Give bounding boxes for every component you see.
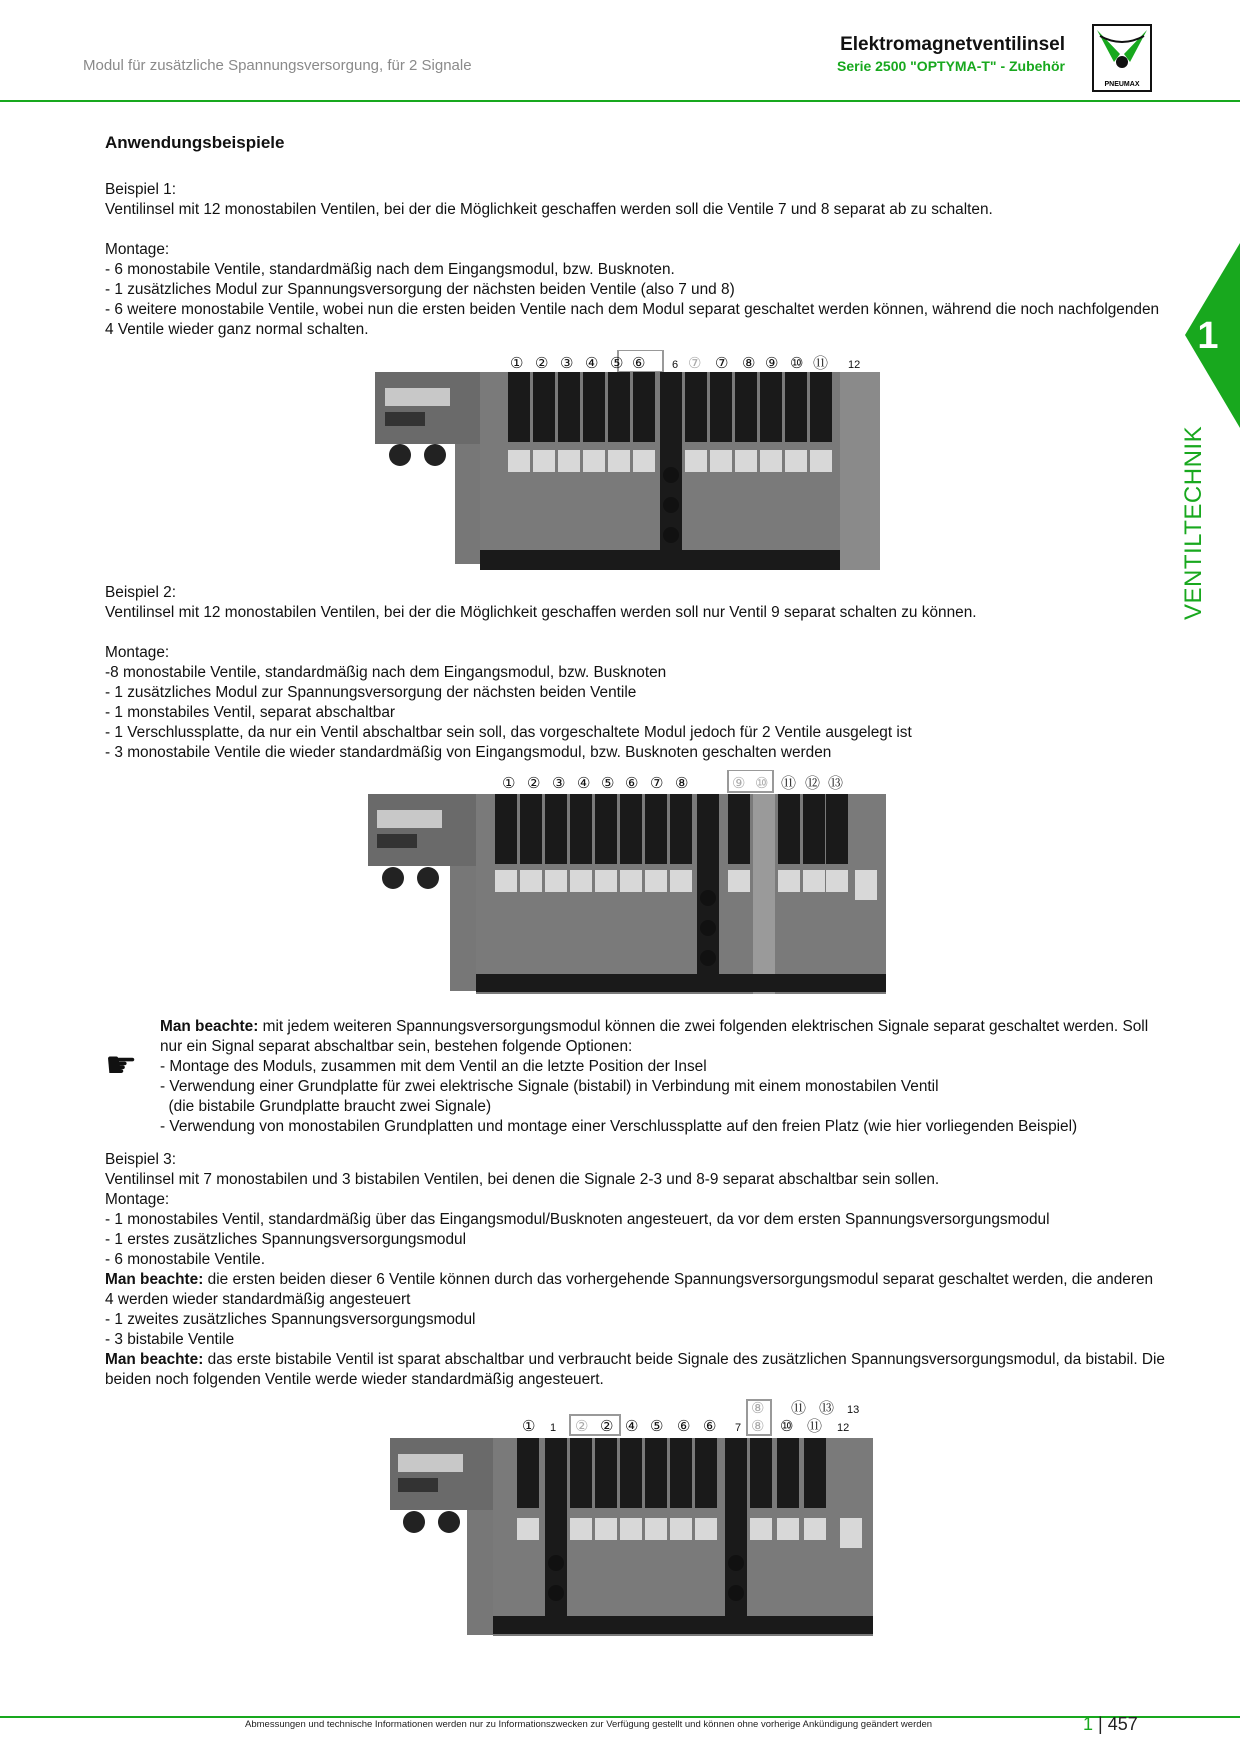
list-item: - 6 weitere monostabile Ventile, wobei nun die ersten beiden Ventile nach dem Modul separat geschaltet werden können, während die noch nachfolgenden 4 Ventile wieder ganz normal schalten.	[105, 301, 1160, 338]
example-2-montage: Montage:	[105, 644, 170, 661]
figure-label: 7	[735, 1422, 742, 1434]
note-text: die ersten beiden dieser 6 Ventile können durch das vorhergehende Spannungsversorgungsmodul separat geschaltet werden, die anderen 4 werden wieder standardmäßig angesteuert	[105, 1271, 1154, 1308]
page-subtitle: Modul für zusätzliche Spannungsversorgung, für 2 Signale	[83, 57, 472, 74]
list-item: - 1 monostabiles Ventil, standardmäßig über das Eingangsmodul/Busknoten angesteuert, da vor dem ersten Spannungsversorgungsmodul	[105, 1211, 1050, 1228]
figure-label: 12	[837, 1422, 850, 1434]
figure-label: ⑦	[688, 355, 702, 372]
pointing-hand-icon: ☛	[105, 1044, 138, 1085]
figure-label: ⑤	[650, 1418, 664, 1435]
list-item: -8 monostabile Ventile, standardmäßig nach dem Eingangsmodul, bzw. Busknoten	[105, 664, 667, 681]
list-item: - 1 zusätzliches Modul zur Spannungsversorgung der nächsten beiden Ventile	[105, 684, 637, 701]
list-item: - 1 zusätzliches Modul zur Spannungsversorgung der nächsten beiden Ventile (also 7 und 8)	[105, 281, 735, 298]
figure-label: ④	[585, 355, 599, 372]
list-item: - 1 Verschlussplatte, da nur ein Ventil abschaltbar sein soll, das vorgeschaltete Modul jedoch für 2 Ventile ausgelegt ist	[105, 724, 912, 741]
figure-label: ①	[502, 775, 516, 792]
section-heading: Anwendungsbeispiele	[105, 133, 285, 152]
chapter-number: 1	[1197, 315, 1219, 357]
figure-label: 6	[672, 359, 679, 371]
note-label: Man beachte:	[105, 1271, 204, 1288]
list-item: - 1 monstabiles Ventil, separat abschaltbar	[105, 704, 396, 721]
figure-label: ⑧	[675, 775, 689, 792]
figure-label: ④	[577, 775, 591, 792]
note-block	[160, 1017, 1160, 1137]
figure-label: ⑪	[807, 1418, 823, 1435]
figure-label: ⑥	[632, 355, 646, 372]
note-label: Man beachte:	[160, 1018, 259, 1035]
figure-label: ②	[535, 355, 549, 372]
figure-label: ①	[510, 355, 524, 372]
figure-label: ⑧	[742, 355, 756, 372]
list-item: - 3 monostabile Ventile die wieder standardmäßig von Eingangsmodul, bzw. Busknoten geschalten werden	[105, 744, 832, 761]
list-item: (die bistabile Grundplatte braucht zwei Signale)	[160, 1098, 492, 1115]
list-item: - Montage des Moduls, zusammen mit dem Ventil an die letzte Position der Insel	[160, 1058, 707, 1075]
figure-valve-island-3	[385, 1398, 885, 1638]
example-3-text	[105, 1150, 1165, 1390]
list-item: - 6 monostabile Ventile.	[105, 1251, 265, 1268]
example-2-text	[105, 583, 1165, 763]
figure-label: ⑨	[732, 775, 746, 792]
figure-label: ⑬	[828, 775, 844, 792]
example-2-title: Beispiel 2:	[105, 584, 177, 601]
footer-divider	[0, 1716, 1240, 1718]
example-1-montage: Montage:	[105, 241, 170, 258]
chapter-label: VENTILTECHNIK	[1180, 425, 1207, 620]
note-text: das erste bistabile Ventil ist sparat abschaltbar und verbraucht beide Signale des zusätzlichen Spannungsversorgungsmodul, da bistabil. Die beiden noch folgenden Ventile werde wieder standardmäßig angesteuert.	[105, 1351, 1165, 1388]
figure-label: ⑦	[650, 775, 664, 792]
figure-valve-island-2	[365, 770, 895, 995]
pneumax-logo	[1092, 24, 1152, 92]
figure-label: ⑬	[819, 1400, 835, 1417]
figure-label: ⑧	[751, 1418, 765, 1435]
figure-label: ③	[560, 355, 574, 372]
note-label: Man beachte:	[105, 1351, 204, 1368]
example-1-desc: Ventilinsel mit 12 monostabilen Ventilen, bei der die Möglichkeit geschaffen werden soll die Ventile 7 und 8 separat ab zu schalten.	[105, 201, 993, 218]
header-divider	[0, 100, 1240, 102]
figure-label: ⑩	[755, 775, 769, 792]
list-item: - 1 zweites zusätzliches Spannungsversorgungsmodul	[105, 1311, 476, 1328]
figure-label: ⑨	[765, 355, 779, 372]
figure-label: ⑥	[703, 1418, 717, 1435]
figure-label: ⑥	[625, 775, 639, 792]
example-3-title: Beispiel 3:	[105, 1151, 177, 1168]
figure-label: 12	[848, 359, 861, 371]
figure-label: ⑪	[791, 1400, 807, 1417]
example-3-desc: Ventilinsel mit 7 monostabilen und 3 bistabilen Ventilen, bei denen die Signale 2-3 und 8-9 separat abschaltbar sein sollen.	[105, 1171, 940, 1188]
figure-label: ⑪	[781, 775, 797, 792]
list-item: - 6 monostabile Ventile, standardmäßig nach dem Eingangsmodul, bzw. Busknoten.	[105, 261, 675, 278]
figure-label: ⑧	[751, 1400, 765, 1417]
figure-label: ②	[527, 775, 541, 792]
example-3-montage: Montage:	[105, 1191, 170, 1208]
figure-label: ⑦	[715, 355, 729, 372]
footer-separator: |	[1098, 1714, 1103, 1734]
figure-label: ⑩	[790, 355, 804, 372]
figure-label: ⑫	[805, 775, 821, 792]
list-item: - 1 erstes zusätzliches Spannungsversorgungsmodul	[105, 1231, 467, 1248]
page-number	[1083, 1714, 1138, 1735]
catalog-series: Serie 2500 "OPTYMA-T" - Zubehör	[837, 58, 1065, 74]
list-item: - Verwendung einer Grundplatte für zwei elektrische Signale (bistabil) in Verbindung mit einem monostabilen Ventil	[160, 1078, 939, 1095]
figure-label: ⑤	[610, 355, 624, 372]
note-text: mit jedem weiteren Spannungsversorgungsmodul können die zwei folgenden elektrischen Signale separat geschaltet werden. Soll nur ein Signal separat abschaltbar sein, bestehen folgende Optionen:	[160, 1018, 1149, 1055]
figure-label: ⑥	[677, 1418, 691, 1435]
figure-label: ③	[552, 775, 566, 792]
figure-label: 1	[550, 1422, 557, 1434]
figure-label: ②	[575, 1418, 589, 1435]
footer-chapter: 1	[1083, 1714, 1094, 1734]
logo-text: PNEUMAX	[1104, 81, 1140, 88]
figure-label: ②	[600, 1418, 614, 1435]
figure-label: 13	[847, 1404, 860, 1416]
list-item: - Verwendung von monostabilen Grundplatten und montage einer Verschlussplatte auf den freien Platz (wie hier vorliegenden Beispiel)	[160, 1118, 1078, 1135]
catalog-title: Elektromagnetventilinsel	[840, 34, 1065, 55]
footer-page: 457	[1107, 1714, 1138, 1734]
figure-label: ①	[522, 1418, 536, 1435]
footer-disclaimer: Abmessungen und technische Informationen werden nur zu Informationszwecken zur Verfügung gestellt und können ohne vorherige Ankündigung geändert werden	[245, 1719, 933, 1730]
figure-label: ⑩	[780, 1418, 794, 1435]
figure-label: ⑤	[601, 775, 615, 792]
example-1-text	[105, 180, 1165, 340]
example-2-desc: Ventilinsel mit 12 monostabilen Ventilen, bei der die Möglichkeit geschaffen werden soll nur Ventil 9 separat schalten zu können.	[105, 604, 977, 621]
figure-label: ④	[625, 1418, 639, 1435]
list-item: - 3 bistabile Ventile	[105, 1331, 235, 1348]
figure-label: ⑪	[813, 355, 829, 372]
example-1-title: Beispiel 1:	[105, 181, 177, 198]
figure-valve-island-1	[370, 350, 890, 570]
